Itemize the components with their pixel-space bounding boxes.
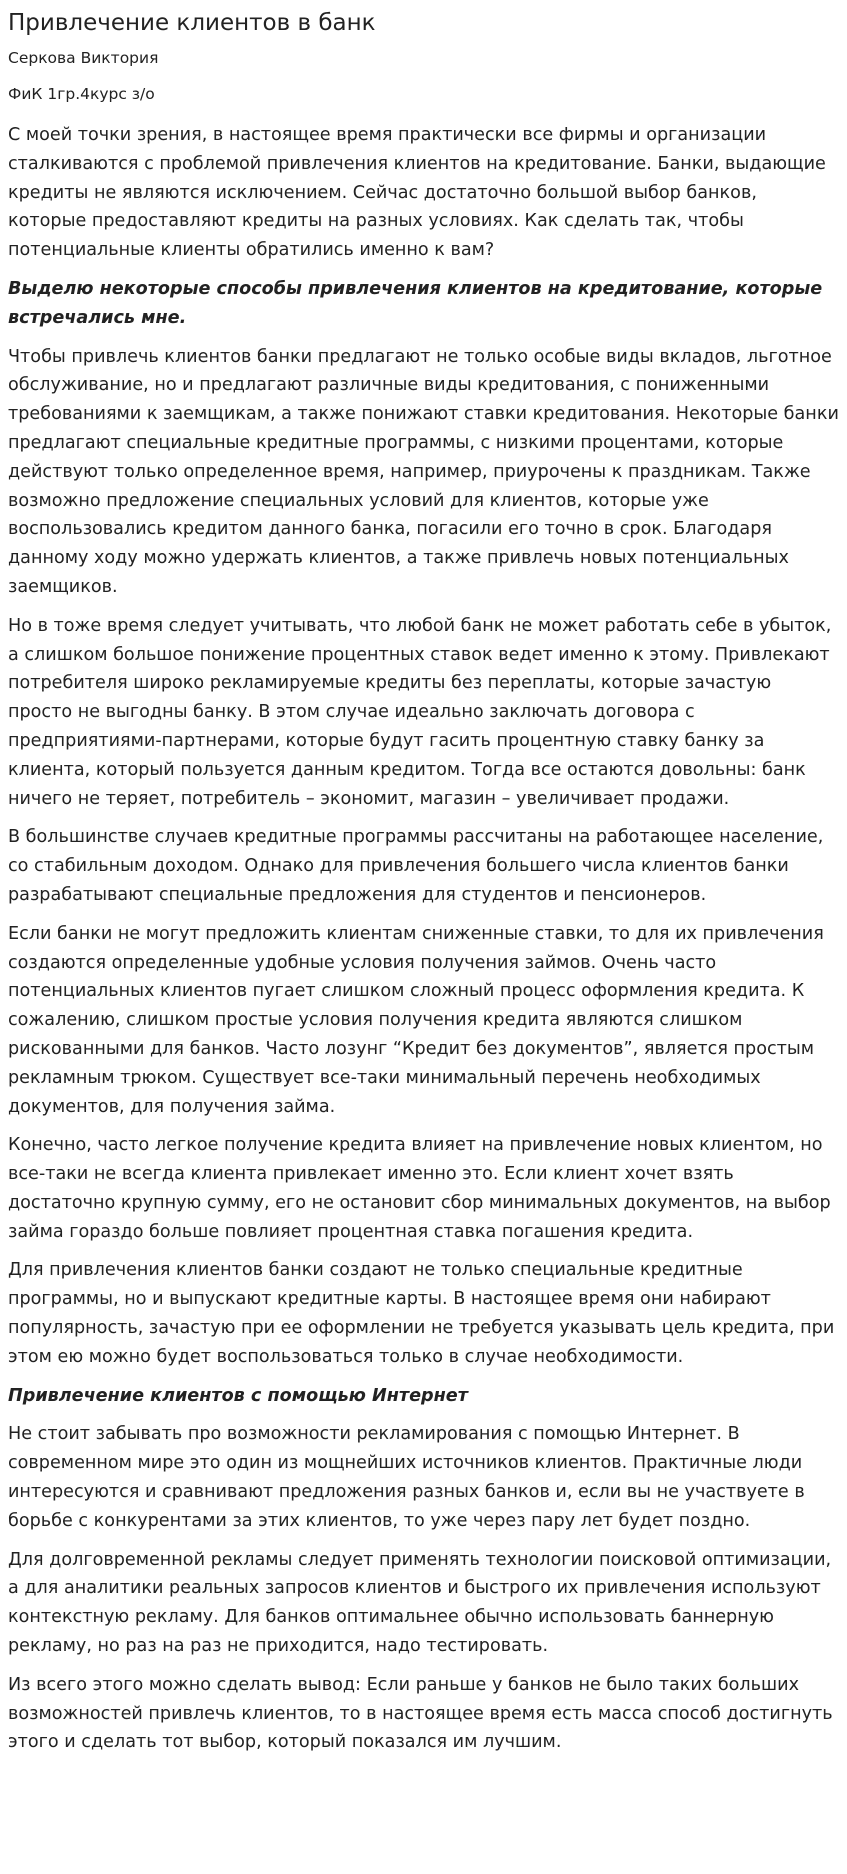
paragraph-seo: Для долговременной рекламы следует применять технологии поисковой оптимизации, а для аналитики реальных запросов клиентов и быстрого их привлечения используют контекстную рекламу. Для банков оптимальнее обычно использовать баннерную рекламу, но раз на раз не приходится, надо тестировать.: [8, 1549, 832, 1657]
paragraph-credit-cards: Для привлечения клиентов банки создают не только специальные кредитные программы, но и выпускают кредитные карты. В настоящее время они набирают популярность, зачастую при ее оформлении не требуется указывать цель кредита, при этом ею можно будет воспользоваться только в случае необходимости.: [8, 1260, 835, 1367]
author-group: ФиК 1гр.4курс з/о: [8, 85, 155, 103]
paragraph-special-offers: Чтобы привлечь клиентов банки предлагают не только особые виды вкладов, льготное обслуживание, но и предлагают различные виды кредитования, с пониженными требованиями к заемщикам, а также понижают ставки кредитования. Некоторые банки предлагают специальные кредитные программы, с низкими процентами, которые действуют только определенное время, например, приурочены к праздникам. Также возможно предложение специальных условий для клиентов, которые уже воспользовались кредитом данного банка, погасили его точно в срок. Благодаря данному ходу можно удержать клиентов, а также привлечь новых потенциальных заемщиков.: [8, 346, 839, 597]
section-heading-methods: Выделю некоторые способы привлечения клиентов на кредитование, которые встречались мне.: [8, 278, 823, 328]
paragraph-interest-rate: Конечно, часто легкое получение кредита влияет на привлечение новых клиентом, но все-таки не всегда клиента привлекает именно это. Если клиент хочет взять достаточно крупную сумму, его не остановит сбор минимальных документов, на выбор займа гораздо больше повлияет процентная ставка погашения кредита.: [8, 1135, 831, 1242]
paragraph-partners: Но в тоже время следует учитывать, что любой банк не может работать себе в убыток, а слишком большое понижение процентных ставок ведет именно к этому. Привлекают потребителя широко рекламируемые кредиты без переплаты, которые зачастую просто не выгодны банку. В этом случае идеально заключать договора с предприятиями-партнерами, которые будут гасить процентную ставку банку за клиента, который пользуется данным кредитом. Тогда все остаются довольны: банк ничего не теряет, потребитель – экономит, магазин – увеличивает продажи.: [8, 615, 832, 809]
paragraph-conclusion: Из всего этого можно сделать вывод: Если раньше у банков не было таких больших возможностей привлечь клиентов, то в настоящее время есть масса способ достигнуть этого и сделать тот выбор, который показался им лучшим.: [8, 1674, 833, 1753]
paragraph-target-groups: В большинстве случаев кредитные программы рассчитаны на работающее население, со стабильным доходом. Однако для привлечения большего числа клиентов банки разрабатывают специальные предложения для студентов и пенсионеров.: [8, 827, 824, 905]
paragraph-easy-conditions: Если банки не могут предложить клиентам сниженные ставки, то для их привлечения создаются определенные удобные условия получения займов. Очень часто потенциальных клиентов пугает слишком сложный процесс оформления кредита. К сожалению, слишком простые условия получения кредита являются слишком рискованными для банков. Часто лозунг “Кредит без документов”, является простым рекламным трюком. Существует все-таки минимальный перечень необходимых документов, для получения займа.: [8, 923, 824, 1117]
paragraph-internet-ads: Не стоит забывать про возможности рекламирования с помощью Интернет. В современном мире это один из мощнейших источников клиентов. Практичные люди интересуются и сравнивают предложения разных банков и, если вы не участвуете в борьбе с конкурентами за этих клиентов, то уже через пару лет будет поздно.: [8, 1424, 805, 1531]
paragraph-intro: С моей точки зрения, в настоящее время практически все фирмы и организации сталкиваются с проблемой привлечения клиентов на кредитование. Банки, выдающие кредиты не являются исключением. Сейчас достаточно большой выбор банков, которые предоставляют кредиты на разных условиях. Как сделать так, чтобы потенциальные клиенты обратились именно к вам?: [8, 125, 826, 261]
section-heading-internet: Привлечение клиентов с помощью Интернет: [8, 1385, 468, 1406]
author-name: Серкова Виктория: [8, 49, 159, 67]
page-title: Привлечение клиентов в банк: [8, 10, 376, 36]
